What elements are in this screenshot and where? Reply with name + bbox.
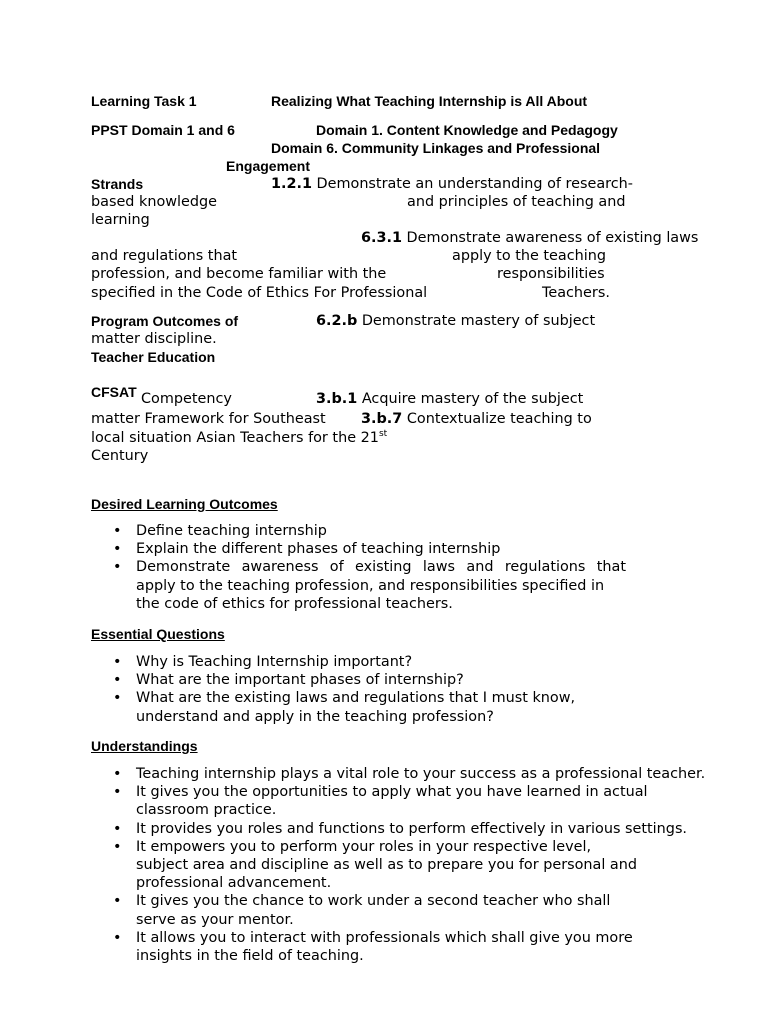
learning-task-label: Learning Task 1 <box>91 93 197 109</box>
understandings-heading: Understandings <box>91 738 198 754</box>
cfsat-label: CFSAT <box>91 384 137 400</box>
desired-outcomes-heading: Desired Learning Outcomes <box>91 496 278 512</box>
list-item: • It gives you the chance to work under a second teacher who shall serve as your mentor. <box>113 892 705 928</box>
list-item: • It provides you roles and functions to perform effectively in various settings. <box>113 820 705 838</box>
program-outcomes-label: Program Outcomes of <box>91 313 239 329</box>
teacher-education-label: Teacher Education <box>91 349 216 365</box>
domain-6-continuation: Engagement <box>226 158 311 174</box>
cfsat-line4: Century <box>91 448 149 464</box>
list-item: • Define teaching internship <box>113 522 626 540</box>
strand-6-3-1-line4b: Teachers. <box>542 285 610 301</box>
strand-6-3-1-line4a: specified in the Code of Ethics For Professional <box>91 285 428 301</box>
cfsat-competency: Competency <box>141 391 232 407</box>
essential-questions-list <box>113 653 575 726</box>
list-item: • Demonstrate awareness of existing laws and regulations that apply to the teaching profession, and responsibilities specified in the code of ethics for professional teachers. <box>113 558 626 613</box>
list-item: • Why is Teaching Internship important? <box>113 653 575 671</box>
program-outcome-line2: matter discipline. <box>91 331 217 347</box>
list-item: • It allows you to interact with professionals which shall give you more insights in the field of teaching. <box>113 929 705 965</box>
strand-6-3-1: 6.3.1 Demonstrate awareness of existing laws <box>361 230 699 246</box>
domain-1-text: Domain 1. Content Knowledge and Pedagogy <box>316 122 618 138</box>
competency-3-b-7: 3.b.7 Contextualize teaching to <box>361 411 592 427</box>
list-item: • Teaching internship plays a vital role to your success as a professional teacher. <box>113 765 705 783</box>
list-item: • It empowers you to perform your roles in your respective level, subject area and discipline as well as to prepare you for personal and professional advancement. <box>113 838 705 893</box>
cfsat-line3: local situation Asian Teachers for the 21st <box>91 429 388 446</box>
understandings-list <box>113 765 705 965</box>
essential-questions-heading: Essential Questions <box>91 626 225 642</box>
desired-outcomes-list <box>113 522 626 613</box>
list-item: • Explain the different phases of teaching internship <box>113 540 626 558</box>
competency-3-b-1: 3.b.1 Acquire mastery of the subject <box>316 391 584 407</box>
strands-label: Strands <box>91 176 144 192</box>
ppst-domain-label: PPST Domain 1 and 6 <box>91 122 235 138</box>
strand-6-3-1-line2a: and regulations that <box>91 248 238 264</box>
strand-6-3-1-line3a: profession, and become familiar with the <box>91 266 387 282</box>
domain-6-text: Domain 6. Community Linkages and Professional <box>271 140 601 156</box>
strand-1-2-1-line2a: based knowledge <box>91 194 218 210</box>
strand-1-2-1-line3: learning <box>91 212 150 228</box>
program-outcome-6-2-b: 6.2.b Demonstrate mastery of subject <box>316 313 596 329</box>
cfsat-line2: matter Framework for Southeast <box>91 411 326 427</box>
list-item: • What are the important phases of internship? <box>113 671 575 689</box>
strand-1-2-1-line2b: and principles of teaching and <box>407 194 626 210</box>
strand-6-3-1-line2b: apply to the teaching <box>452 248 606 264</box>
strand-6-3-1-line3b: responsibilities <box>497 266 605 282</box>
list-item: • It gives you the opportunities to apply what you have learned in actual classroom practice. <box>113 783 705 819</box>
learning-task-title: Realizing What Teaching Internship is All About <box>271 93 588 109</box>
list-item: • What are the existing laws and regulations that I must know, understand and apply in the teaching profession? <box>113 689 575 725</box>
strand-1-2-1: 1.2.1 Demonstrate an understanding of research- <box>271 176 633 192</box>
